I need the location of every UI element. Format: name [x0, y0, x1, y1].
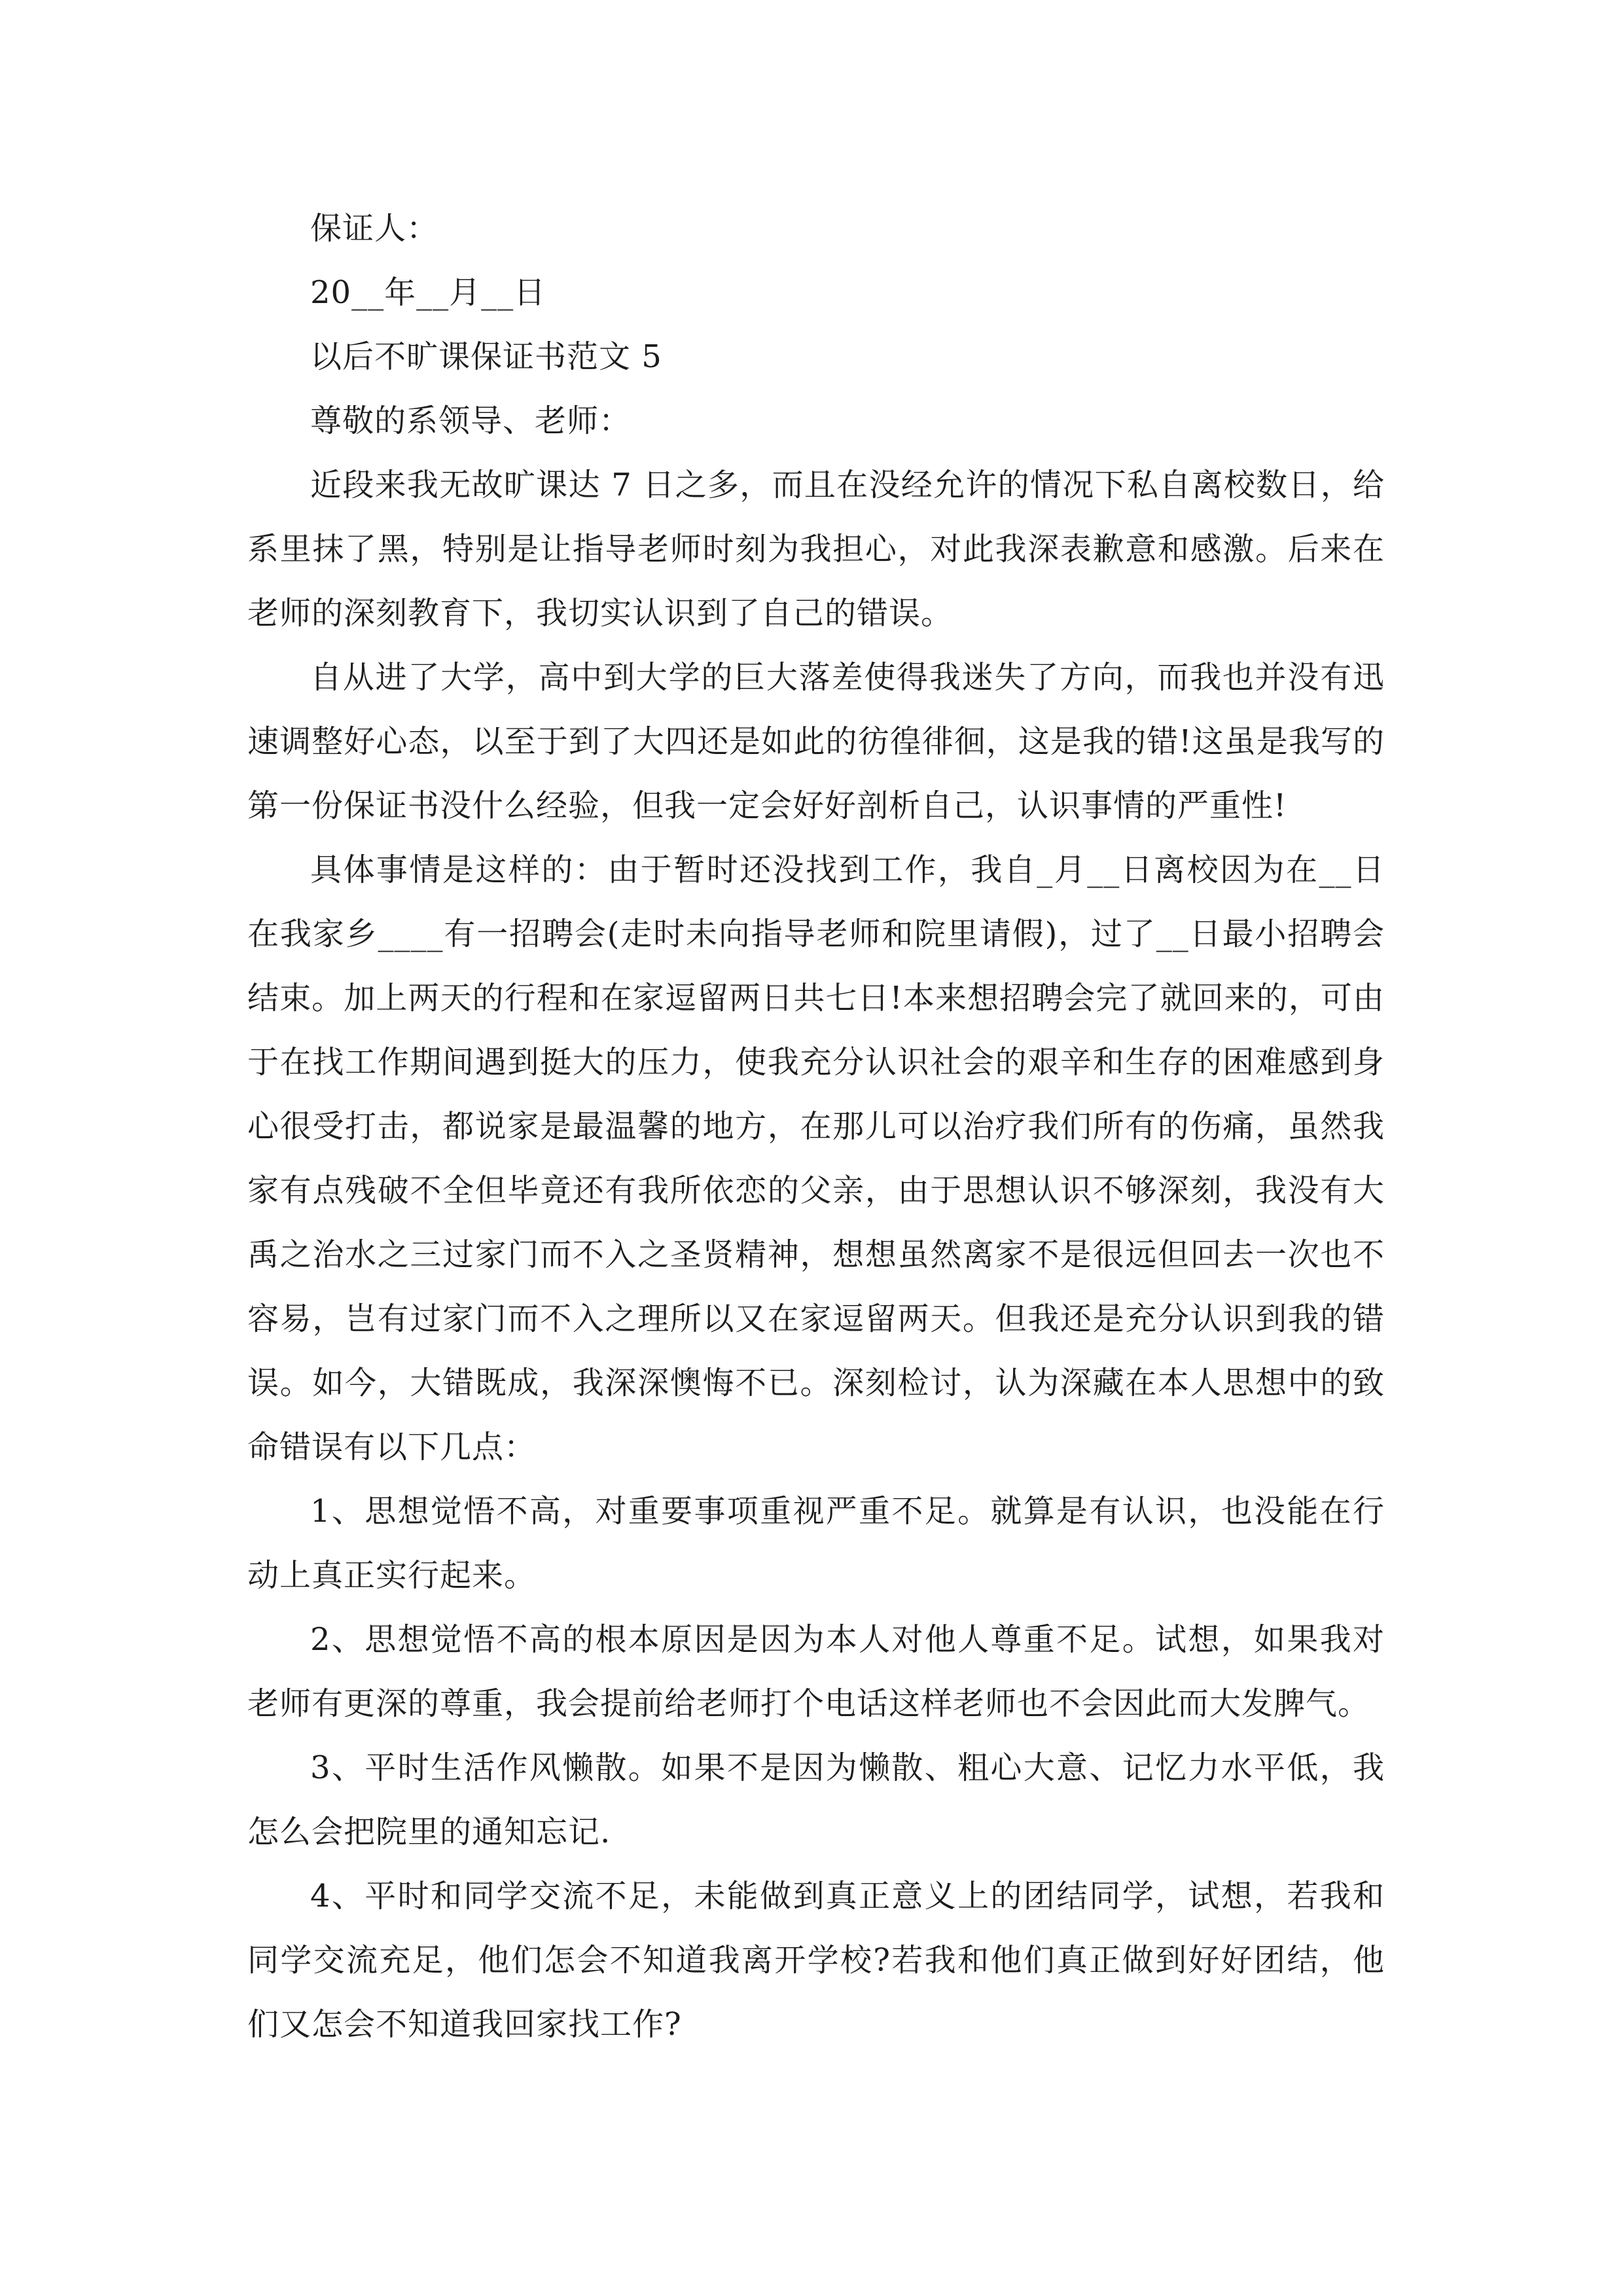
date-line: 20__年__月__日 [310, 274, 546, 311]
list-item: 1、思想觉悟不高，对重要事项重视严重不足。就算是有认识，也没能在行动上真正实行起来。 [247, 1493, 1385, 1594]
salutation: 尊敬的系领导、老师： [310, 403, 632, 439]
paragraph: 近段来我无故旷课达 7 日之多，而且在没经允许的情况下私自离校数日，给系里抹了黑，特别是让指导老师时刻为我担心，对此我深表歉意和感激。后来在老师的深刻教育下，我切实认识到了自己的错误。 [247, 467, 1385, 632]
paragraph: 自从进了大学，高中到大学的巨大落差使得我迷失了方向，而我也并没有迅速调整好心态，以至于到了大四还是如此的彷徨徘徊，这是我的错!这虽是我写的第一份保证书没什么经验，但我一定会好好剖析自己，认识事情的严重性! [247, 659, 1385, 824]
paragraph: 具体事情是这样的：由于暂时还没找到工作，我自_月__日离校因为在__日在我家乡____有一招聘会(走时未向指导老师和院里请假)，过了__日最小招聘会结束。加上两天的行程和在家逗留两日共七日!本来想招聘会完了就回来的，可由于在找工作期间遇到挺大的压力，使我充分认识社会的艰辛和生存的困难感到身心很受打击，都说家是最温馨的地方，在那儿可以治疗我们所有的伤痛，虽然我家有点残破不全但毕竟还有我所依恋的父亲，由于思想认识不够深刻，我没有大禹之治水之三过家门而不入之圣贤精神，想想虽然离家不是很远但回去一次也不容易，岂有过家门而不入之理所以又在家逗留两天。但我还是充分认识到我的错误。如今，大错既成，我深深懊悔不已。深刻检讨，认为深藏在本人思想中的致命错误有以下几点： [247, 852, 1385, 1465]
section-title: 以后不旷课保证书范文 5 [310, 338, 662, 375]
document-body [247, 196, 1385, 2056]
signature-label: 保证人： [310, 210, 439, 247]
list-item: 4、平时和同学交流不足，未能做到真正意义上的团结同学，试想，若我和同学交流充足，他们怎会不知道我离开学校?若我和他们真正做到好好团结，他们又怎会不知道我回家找工作? [247, 1878, 1385, 2043]
list-item: 2、思想觉悟不高的根本原因是因为本人对他人尊重不足。试想，如果我对老师有更深的尊重，我会提前给老师打个电话这样老师也不会因此而大发脾气。 [247, 1621, 1385, 1722]
list-item: 3、平时生活作风懒散。如果不是因为懒散、粗心大意、记忆力水平低，我怎么会把院里的通知忘记. [247, 1749, 1385, 1850]
